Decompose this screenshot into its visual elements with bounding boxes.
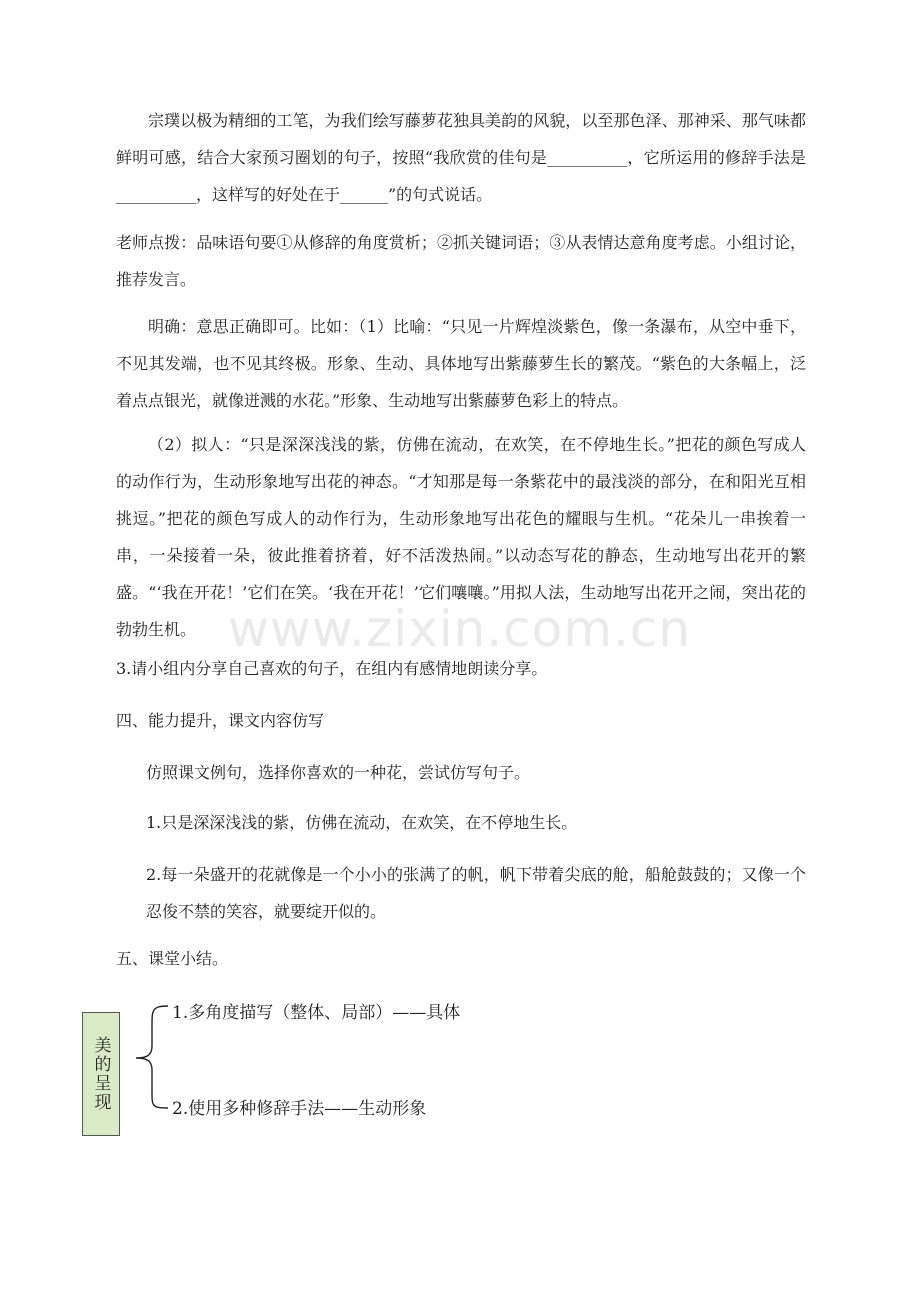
paragraph-imitation-instruction: 仿照课文例句，选择你喜欢的一种花，尝试仿写句子。 bbox=[146, 763, 531, 782]
paragraph-appreciation-task: 宗璞以极为精细的工笔，为我们绘写藤萝花独具美韵的风貌，以至那色泽、那神采、那气味都鲜明可感，结合大家预习圈划的句子，按照“我欣赏的佳句是__________，它所运用的修辞手法是__________，这样写的好处在于______”的句式说话。 bbox=[116, 111, 806, 204]
paragraph-answer-personification: （2）拟人：“只是深深浅浅的紫，仿佛在流动，在欢笑，在不停地生长。”把花的颜色写成人的动作行为，生动形象地写出花的神态。“才知那是每一条紫花中的最浅淡的部分，在和阳光互相挑逗。”把花的颜色写成人的动作行为，生动形象地写出花色的耀眼与生机。“花朵儿一串挨着一串，一朵接着一朵，彼此推着挤着，好不活泼热闹。”以动态写花的静态，生动地写出花开的繁盛。“‘我在开花！’它们在笑。‘我在开花！’它们嚷嚷。”用拟人法，生动地写出花开之闹，突出花的勃勃生机。 bbox=[116, 435, 806, 639]
paragraph-answer-metaphor: 明确：意思正确即可。比如：（1）比喻：“只见一片辉煌淡紫色，像一条瀑布，从空中垂下，不见其发端，也不见其终极。形象、生动、具体地写出紫藤萝生长的繁茂。“紫色的大条幅上，泛着点点银光，就像迸溅的水花。”形象、生动地写出紫藤萝色彩上的特点。 bbox=[116, 317, 806, 410]
paragraph-share-task: 3.请小组内分享自己喜欢的句子，在组内有感情地朗读分享。 bbox=[116, 659, 548, 678]
summary-box bbox=[82, 1012, 120, 1136]
section-heading-summary: 五、课堂小结。 bbox=[116, 949, 229, 968]
summary-item-1: 1.多角度描写（整体、局部）——具体 bbox=[172, 1003, 461, 1023]
watermark-text: www.zixin.com.cn bbox=[228, 600, 692, 658]
paragraph-teacher-tips: 老师点拨：品味语句要①从修辞的角度赏析；②抓关键词语；③从表情达意角度考虑。小组讨论，推荐发言。 bbox=[116, 233, 806, 289]
paragraph-example-1: 1.只是深深浅浅的紫，仿佛在流动，在欢笑，在不停地生长。 bbox=[146, 813, 578, 832]
summary-brace-icon bbox=[130, 998, 170, 1118]
section-heading-ability: 四、能力提升，课文内容仿写 bbox=[116, 711, 325, 730]
summary-item-2: 2.使用多种修辞手法——生动形象 bbox=[172, 1099, 427, 1119]
paragraph-example-2: 2.每一朵盛开的花就像是一个小小的张满了的帆，帆下带着尖底的舱，船舱鼓鼓的；又像一个忍俊不禁的笑容，就要绽开似的。 bbox=[146, 865, 806, 921]
summary-box-label: 美的呈现 bbox=[90, 1036, 111, 1112]
